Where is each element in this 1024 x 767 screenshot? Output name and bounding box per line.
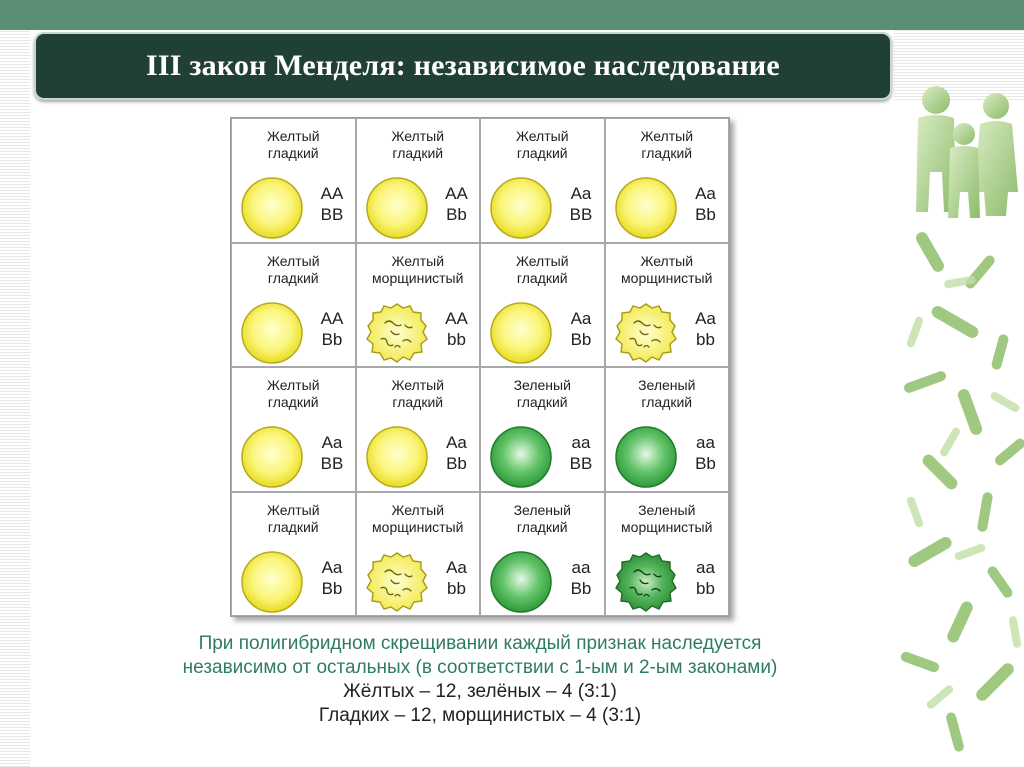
genotype (312, 557, 352, 599)
genotype-color-alleles: Aa (446, 433, 467, 452)
genotype-shape-alleles: BB (569, 454, 593, 473)
green-smooth-pea-icon (489, 425, 553, 489)
yellow-wrinkled-pea-icon (614, 301, 678, 365)
genotype-color-alleles: Aa (321, 557, 343, 577)
phenotype-label: Желтый гладкий (391, 377, 445, 410)
top-band (0, 0, 1024, 30)
phenotype-label: Желтый морщинистый (372, 252, 464, 286)
caption (40, 632, 920, 728)
phenotype-label: Желтый гладкий (515, 252, 569, 286)
caption-line-3: Жёлтых – 12, зелёных – 4 (3:1) (343, 681, 617, 702)
genotype (561, 557, 601, 599)
phenotype-label: Желтый гладкий (391, 128, 445, 161)
punnett-cell (356, 118, 481, 243)
family-icon (916, 86, 1018, 218)
genotype (686, 432, 726, 474)
genotype (561, 183, 601, 225)
punnett-cell (356, 492, 481, 617)
genotype-shape-alleles: Bb (695, 454, 716, 473)
caption-line-2: независимо от остальных (в соответствии с 1-ым и 2-ым законами) (182, 657, 778, 678)
genotype-shape-alleles: bb (696, 329, 715, 349)
genotype-color-alleles: aa (571, 433, 591, 452)
genotype-color-alleles: AA (445, 184, 468, 203)
punnett-cell (480, 367, 605, 492)
genotype (437, 432, 477, 474)
caption-line-1: При полигибридном скрещивании каждый признак наследуется (198, 633, 762, 654)
genotype-shape-alleles: bb (447, 578, 466, 598)
genotype-color-alleles: Aa (446, 557, 467, 577)
slide-title: III закон Менделя: независимое наследование (146, 49, 780, 82)
yellow-smooth-pea-icon (240, 176, 304, 240)
yellow-smooth-pea-icon (365, 176, 429, 240)
punnett-cell (605, 367, 730, 492)
left-stripes (0, 30, 30, 767)
genotype (686, 183, 726, 225)
phenotype-label: Желтый морщинистый (372, 501, 464, 535)
genotype-color-alleles: aa (571, 557, 591, 577)
genotype-color-alleles: Aa (695, 308, 716, 328)
punnett-cell (480, 243, 605, 368)
genotype (437, 557, 477, 599)
genotype-shape-alleles: Bb (446, 205, 467, 224)
green-smooth-pea-icon (614, 425, 678, 489)
yellow-smooth-pea-icon (614, 176, 678, 240)
punnett-cell (605, 118, 730, 243)
genotype (312, 432, 352, 474)
genotype-color-alleles: AA (320, 308, 344, 328)
punnett-cell (605, 492, 730, 617)
genotype-color-alleles: aa (696, 557, 715, 577)
punnett-cell (356, 243, 481, 368)
punnett-cell (231, 243, 356, 368)
phenotype-label: Желтый морщинистый (621, 252, 713, 286)
phenotype-label: Желтый гладкий (266, 128, 320, 161)
genotype-color-alleles: Aa (321, 433, 343, 452)
yellow-smooth-pea-icon (240, 301, 304, 365)
genotype-color-alleles: Aa (695, 184, 716, 203)
yellow-smooth-pea-icon (365, 425, 429, 489)
genotype-shape-alleles: Bb (695, 205, 716, 224)
punnett-cell (231, 367, 356, 492)
genotype-shape-alleles: BB (320, 454, 344, 473)
phenotype-label: Зеленый гладкий (513, 377, 571, 410)
punnett-square (230, 117, 730, 617)
green-smooth-pea-icon (489, 550, 553, 614)
title-banner (34, 32, 892, 100)
genotype-shape-alleles: Bb (570, 578, 592, 598)
genotype-shape-alleles: bb (696, 578, 715, 598)
genotype (686, 308, 726, 350)
genotype (312, 183, 352, 225)
genotype-shape-alleles: BB (320, 205, 344, 224)
genotype-shape-alleles: BB (569, 205, 593, 224)
yellow-smooth-pea-icon (240, 550, 304, 614)
green-wrinkled-pea-icon (614, 550, 678, 614)
yellow-smooth-pea-icon (489, 176, 553, 240)
genotype-shape-alleles: bb (447, 329, 466, 349)
genotype-color-alleles: AA (320, 184, 344, 203)
genotype-shape-alleles: Bb (570, 329, 592, 349)
yellow-wrinkled-pea-icon (365, 550, 429, 614)
genotype (561, 432, 601, 474)
punnett-cell (356, 367, 481, 492)
phenotype-label: Желтый гладкий (266, 377, 320, 410)
genotype-color-alleles: AA (445, 308, 468, 328)
phenotype-label: Желтый гладкий (640, 128, 694, 161)
genotype-color-alleles: aa (696, 433, 715, 452)
genotype-color-alleles: Aa (570, 308, 592, 328)
phenotype-label: Желтый гладкий (515, 128, 569, 161)
phenotype-label: Зеленый гладкий (513, 501, 571, 535)
genotype (561, 308, 601, 350)
yellow-smooth-pea-icon (489, 301, 553, 365)
genotype-shape-alleles: Bb (321, 578, 343, 598)
phenotype-label: Зеленый морщинистый (621, 501, 713, 535)
punnett-cell (480, 492, 605, 617)
caption-line-4: Гладких – 12, морщинистых – 4 (3:1) (318, 705, 642, 726)
genotype (437, 308, 477, 350)
genotype (437, 183, 477, 225)
punnett-cell (480, 118, 605, 243)
phenotype-label: Желтый гладкий (266, 501, 320, 535)
punnett-cell (231, 492, 356, 617)
genotype-shape-alleles: Bb (321, 329, 343, 349)
genotype-color-alleles: Aa (570, 184, 592, 203)
punnett-cell (231, 118, 356, 243)
genotype-shape-alleles: Bb (446, 454, 467, 473)
phenotype-label: Зеленый гладкий (638, 377, 696, 410)
genotype (686, 557, 726, 599)
genotype (312, 308, 352, 350)
yellow-smooth-pea-icon (240, 425, 304, 489)
yellow-wrinkled-pea-icon (365, 301, 429, 365)
phenotype-label: Желтый гладкий (266, 252, 320, 286)
punnett-cell (605, 243, 730, 368)
